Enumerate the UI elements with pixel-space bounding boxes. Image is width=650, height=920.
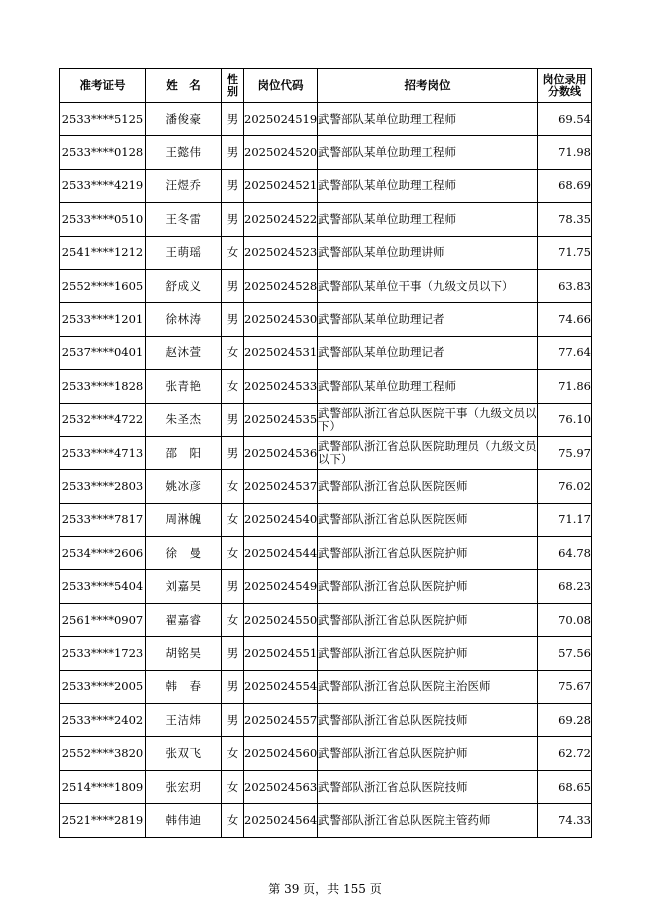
cell-code: 2025024540 [244,503,318,536]
cell-id: 2533****2005 [60,670,146,703]
cell-id: 2541****1212 [60,236,146,269]
cell-name: 刘嘉昊 [146,570,222,603]
cell-gender: 男 [222,303,244,336]
cell-position: 武警部队浙江省总队医院技师 [318,704,538,737]
cell-code: 2025024550 [244,603,318,636]
cell-gender: 男 [222,103,244,136]
table-row [60,737,592,770]
table-row [60,269,592,302]
cell-code: 2025024523 [244,236,318,269]
page-number: 第 39 页，共 155 页 [268,882,382,896]
cell-id: 2514****1809 [60,770,146,803]
cell-gender: 男 [222,203,244,236]
cell-id: 2533****0128 [60,136,146,169]
cell-score: 69.54 [538,103,592,136]
cell-score: 69.28 [538,704,592,737]
cell-position: 武警部队浙江省总队医院主管药师 [318,804,538,837]
cell-name: 潘俊豪 [146,103,222,136]
cell-gender: 男 [222,403,244,436]
table-body [60,103,592,838]
cell-score: 71.75 [538,236,592,269]
cell-code: 2025024520 [244,136,318,169]
cell-name: 舒成义 [146,269,222,302]
cell-code: 2025024521 [244,169,318,202]
cell-code: 2025024528 [244,269,318,302]
cell-id: 2552****1605 [60,269,146,302]
cell-code: 2025024537 [244,470,318,503]
cell-gender: 女 [222,236,244,269]
cell-gender: 男 [222,704,244,737]
cell-position: 武警部队某单位干事（九级文员以下） [318,269,538,302]
cell-name: 徐林涛 [146,303,222,336]
cell-position: 武警部队某单位助理工程师 [318,169,538,202]
cell-score: 62.72 [538,737,592,770]
cell-score: 74.33 [538,804,592,837]
table-row [60,336,592,369]
cell-position: 武警部队浙江省总队医院医师 [318,470,538,503]
cell-gender: 女 [222,470,244,503]
cell-name: 张双飞 [146,737,222,770]
cell-position: 武警部队某单位助理工程师 [318,136,538,169]
table-row [60,303,592,336]
cell-position: 武警部队某单位助理工程师 [318,103,538,136]
cell-name: 朱圣杰 [146,403,222,436]
cell-score: 78.35 [538,203,592,236]
cell-gender: 男 [222,637,244,670]
cell-code: 2025024557 [244,704,318,737]
cell-position: 武警部队浙江省总队医院护师 [318,570,538,603]
cell-id: 2533****2402 [60,704,146,737]
table-row [60,637,592,670]
cell-code: 2025024535 [244,403,318,436]
cell-gender: 男 [222,570,244,603]
cell-gender: 女 [222,537,244,570]
cell-gender: 女 [222,603,244,636]
cell-score: 64.78 [538,537,592,570]
cell-score: 77.64 [538,336,592,369]
header-id: 准考证号 [60,69,146,103]
cell-score: 76.02 [538,470,592,503]
cell-position: 武警部队某单位助理工程师 [318,370,538,403]
cell-score: 68.69 [538,169,592,202]
cell-gender: 男 [222,269,244,302]
cell-score: 63.83 [538,269,592,302]
cell-score: 70.08 [538,603,592,636]
cell-code: 2025024519 [244,103,318,136]
cell-code: 2025024563 [244,770,318,803]
table-row [60,704,592,737]
cell-position: 武警部队浙江省总队医院助理员（九级文员以下） [318,436,538,469]
table-row [60,203,592,236]
header-gender: 性别 [222,69,244,103]
cell-name: 邵 阳 [146,436,222,469]
cell-position: 武警部队浙江省总队医院技师 [318,770,538,803]
cell-name: 张青艳 [146,370,222,403]
cell-name: 翟嘉睿 [146,603,222,636]
cell-id: 2533****7817 [60,503,146,536]
table-row [60,403,592,436]
cell-name: 徐 曼 [146,537,222,570]
cell-code: 2025024554 [244,670,318,703]
cell-score: 76.10 [538,403,592,436]
cell-id: 2533****1201 [60,303,146,336]
cell-code: 2025024560 [244,737,318,770]
score-table [59,68,592,838]
table-row [60,670,592,703]
cell-score: 68.65 [538,770,592,803]
cell-position: 武警部队浙江省总队医院医师 [318,503,538,536]
cell-score: 75.97 [538,436,592,469]
table-row [60,370,592,403]
cell-gender: 女 [222,737,244,770]
cell-id: 2537****0401 [60,336,146,369]
cell-name: 王冬雷 [146,203,222,236]
cell-gender: 男 [222,136,244,169]
table-row [60,470,592,503]
cell-score: 71.86 [538,370,592,403]
cell-position: 武警部队某单位助理记者 [318,303,538,336]
cell-position: 武警部队浙江省总队医院护师 [318,637,538,670]
cell-name: 王洁炜 [146,704,222,737]
cell-id: 2533****1828 [60,370,146,403]
cell-score: 71.98 [538,136,592,169]
table-row [60,804,592,837]
cell-id: 2534****2606 [60,537,146,570]
cell-code: 2025024522 [244,203,318,236]
cell-name: 姚冰彦 [146,470,222,503]
cell-id: 2533****1723 [60,637,146,670]
cell-code: 2025024564 [244,804,318,837]
cell-position: 武警部队浙江省总队医院护师 [318,737,538,770]
cell-position: 武警部队某单位助理记者 [318,336,538,369]
cell-position: 武警部队某单位助理讲师 [318,236,538,269]
cell-gender: 男 [222,169,244,202]
table-row [60,503,592,536]
header-name: 姓 名 [146,69,222,103]
header-position: 招考岗位 [318,69,538,103]
cell-gender: 女 [222,804,244,837]
table-row [60,603,592,636]
cell-position: 武警部队浙江省总队医院护师 [318,603,538,636]
cell-score: 71.17 [538,503,592,536]
cell-id: 2561****0907 [60,603,146,636]
cell-gender: 女 [222,503,244,536]
cell-gender: 男 [222,436,244,469]
cell-name: 王懿伟 [146,136,222,169]
cell-position: 武警部队某单位助理工程师 [318,203,538,236]
table-row [60,136,592,169]
cell-id: 2533****4219 [60,169,146,202]
cell-id: 2533****5125 [60,103,146,136]
cell-name: 韩伟迪 [146,804,222,837]
cell-position: 武警部队浙江省总队医院主治医师 [318,670,538,703]
cell-score: 74.66 [538,303,592,336]
cell-code: 2025024544 [244,537,318,570]
cell-name: 周淋魄 [146,503,222,536]
cell-id: 2533****2803 [60,470,146,503]
table-row [60,169,592,202]
cell-name: 赵沐萱 [146,336,222,369]
header-code: 岗位代码 [244,69,318,103]
cell-name: 张宏玥 [146,770,222,803]
cell-id: 2533****5404 [60,570,146,603]
header-row [60,69,592,103]
table-row [60,537,592,570]
cell-code: 2025024549 [244,570,318,603]
cell-code: 2025024536 [244,436,318,469]
cell-name: 韩 春 [146,670,222,703]
cell-gender: 女 [222,336,244,369]
cell-code: 2025024551 [244,637,318,670]
table-row [60,570,592,603]
cell-id: 2533****4713 [60,436,146,469]
cell-id: 2532****4722 [60,403,146,436]
header-score: 岗位录用分数线 [538,69,592,103]
cell-name: 王萌瑶 [146,236,222,269]
cell-name: 胡铭昊 [146,637,222,670]
cell-score: 68.23 [538,570,592,603]
cell-id: 2552****3820 [60,737,146,770]
table-row [60,236,592,269]
cell-score: 75.67 [538,670,592,703]
cell-gender: 女 [222,770,244,803]
cell-score: 57.56 [538,637,592,670]
cell-gender: 女 [222,370,244,403]
cell-name: 汪煜乔 [146,169,222,202]
cell-gender: 男 [222,670,244,703]
cell-code: 2025024533 [244,370,318,403]
cell-id: 2533****0510 [60,203,146,236]
table-row [60,770,592,803]
table-row [60,103,592,136]
cell-id: 2521****2819 [60,804,146,837]
cell-code: 2025024531 [244,336,318,369]
cell-position: 武警部队浙江省总队医院护师 [318,537,538,570]
cell-code: 2025024530 [244,303,318,336]
table-row [60,436,592,469]
table-header [60,69,592,103]
cell-position: 武警部队浙江省总队医院干事（九级文员以下） [318,403,538,436]
